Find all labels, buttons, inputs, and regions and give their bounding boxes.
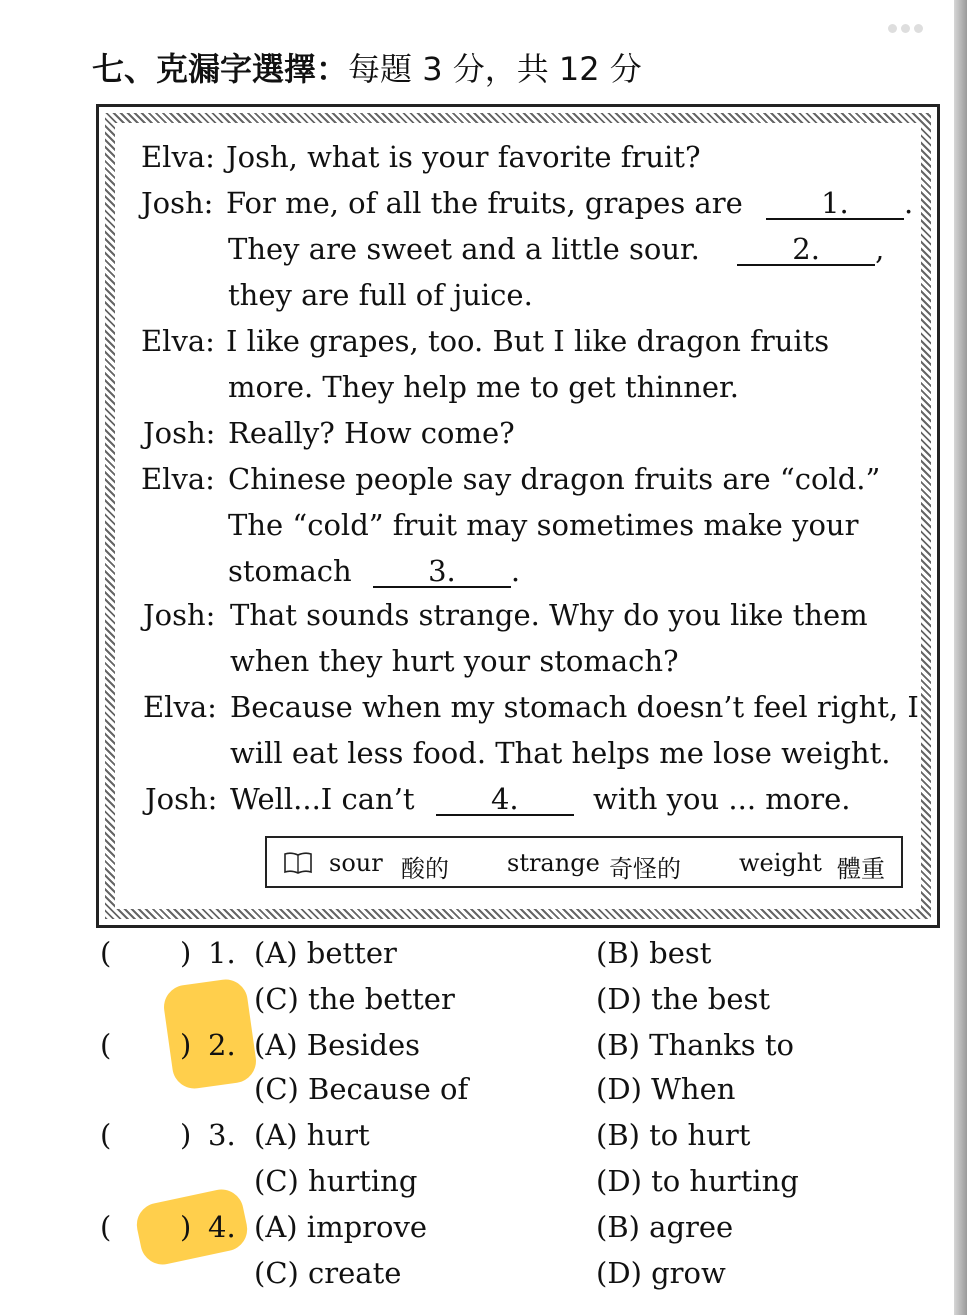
punctuation: . (903, 186, 914, 220)
speaker-label: Josh: (141, 186, 214, 220)
answer-paren-close: ) (180, 1028, 192, 1062)
blank-4 (436, 784, 574, 816)
option-c: (C) Because of (254, 1072, 469, 1106)
answer-paren-open: ( (100, 1118, 112, 1152)
option-c: (C) create (254, 1256, 402, 1290)
dialogue-text: with you ... more. (593, 782, 851, 816)
speaker-label: Elva: (141, 462, 215, 496)
answer-paren-close: ) (180, 936, 192, 970)
dialogue-text: Well...I can’t (230, 782, 415, 816)
speaker-label: Elva: (141, 140, 215, 174)
option-d: (D) to hurting (596, 1164, 799, 1198)
dialogue-line: Really? How come? (228, 416, 515, 450)
vocab-zh: 奇怪的 (609, 855, 681, 883)
more-dots-icon[interactable] (888, 18, 932, 30)
vocab-zh: 酸的 (401, 855, 449, 883)
answer-paren-open: ( (100, 936, 112, 970)
option-d: (D) When (596, 1072, 736, 1106)
blank-number: 2. (792, 232, 820, 266)
blank-3 (373, 556, 511, 588)
vocab-en: sour (329, 849, 383, 877)
option-c: (C) hurting (254, 1164, 418, 1198)
vocab-en: strange (507, 849, 600, 877)
question-number: 2. (208, 1028, 236, 1062)
section-title: 七、克漏字選擇： (92, 50, 349, 88)
speaker-label: Elva: (143, 690, 217, 724)
speaker-label: Josh: (143, 598, 216, 632)
question-number: 3. (208, 1118, 236, 1152)
vocabulary-box (265, 836, 903, 888)
question-number: 4. (208, 1210, 236, 1244)
dialogue-line: I like grapes, too. But I like dragon fruits (226, 324, 830, 358)
option-b: (B) Thanks to (596, 1028, 794, 1062)
section-heading (92, 44, 642, 90)
option-a: (A) Besides (254, 1028, 421, 1062)
dialogue-line (228, 232, 884, 266)
option-b: (B) to hurt (596, 1118, 751, 1152)
dialogue-line: Chinese people say dragon fruits are “cold.” (228, 462, 881, 496)
blank-2 (737, 234, 875, 266)
window-edge (954, 0, 967, 1315)
punctuation: , (875, 232, 885, 266)
blank-number: 1. (821, 186, 849, 220)
option-c: (C) the better (254, 982, 455, 1016)
answer-paren-close: ) (180, 1210, 192, 1244)
answer-paren-open: ( (100, 1028, 112, 1062)
option-d: (D) grow (596, 1256, 726, 1290)
punctuation: . (510, 554, 521, 588)
option-b: (B) agree (596, 1210, 734, 1244)
speaker-label: Elva: (141, 324, 215, 358)
option-a: (A) better (254, 936, 397, 970)
section-scoring: 每題 3 分，共 12 分 (348, 50, 642, 88)
option-a: (A) hurt (254, 1118, 370, 1152)
option-a: (A) improve (254, 1210, 427, 1244)
dialogue-line (228, 554, 520, 588)
dialogue-line (230, 782, 850, 816)
vocab-en: weight (739, 849, 822, 877)
dialogue-line: will eat less food. That helps me lose weight. (230, 736, 891, 770)
dialogue-line: The “cold” fruit may sometimes make your (228, 508, 859, 542)
vocab-zh: 體重 (837, 855, 885, 883)
dialogue-text: For me, of all the fruits, grapes are (226, 186, 743, 220)
dialogue-text: They are sweet and a little sour. (228, 232, 700, 266)
book-icon (283, 851, 313, 875)
speaker-label: Josh: (143, 416, 216, 450)
blank-1 (766, 188, 904, 220)
option-d: (D) the best (596, 982, 771, 1016)
dialogue-line: more. They help me to get thinner. (228, 370, 739, 404)
dialogue-line: Because when my stomach doesn’t feel right, I (230, 690, 919, 724)
dialogue-text: stomach (228, 554, 352, 588)
dialogue-line: That sounds strange. Why do you like them (230, 598, 868, 632)
question-number: 1. (208, 936, 236, 970)
dialogue-line: Josh, what is your favorite fruit? (226, 140, 701, 174)
answer-paren-close: ) (180, 1118, 192, 1152)
option-b: (B) best (596, 936, 712, 970)
blank-number: 4. (490, 782, 519, 816)
speaker-label: Josh: (145, 782, 218, 816)
blank-number: 3. (428, 554, 456, 588)
dialogue-line (226, 186, 913, 220)
dialogue-line: they are full of juice. (228, 278, 533, 312)
answer-paren-open: ( (100, 1210, 112, 1244)
dialogue-line: when they hurt your stomach? (230, 644, 679, 678)
